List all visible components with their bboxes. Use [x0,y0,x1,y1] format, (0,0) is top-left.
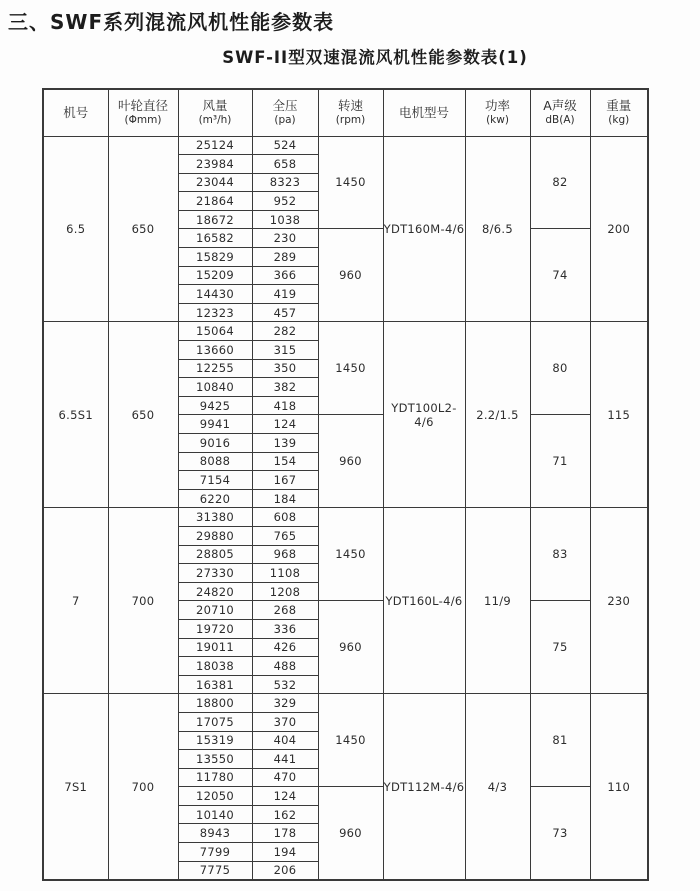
cell-weight: 110 [590,694,648,880]
cell-flow: 31380 [178,508,252,527]
header-cell-diameter [108,89,178,136]
cell-motor: YDT112M-4/6 [383,694,465,880]
cell-pressure: 206 [252,861,318,880]
cell-flow: 14430 [178,285,252,304]
cell-model: 7 [43,508,108,694]
cell-pressure: 532 [252,675,318,694]
cell-pressure: 366 [252,266,318,285]
page-title: 三、SWF系列混流风机性能参数表 [8,10,335,34]
cell-pressure: 329 [252,694,318,713]
header-unit: (kg) [608,114,630,126]
page-subtitle: SWF-II型双速混流风机性能参数表(1) [222,48,528,67]
cell-flow: 17075 [178,712,252,731]
cell-pressure: 370 [252,712,318,731]
cell-pressure: 282 [252,322,318,341]
cell-pressure: 457 [252,303,318,322]
cell-pressure: 441 [252,750,318,769]
header-cell-pressure [252,89,318,136]
cell-flow: 23044 [178,173,252,192]
cell-pressure: 382 [252,378,318,397]
cell-flow: 7154 [178,471,252,490]
cell-speed: 1450 [318,136,383,229]
cell-speed: 960 [318,787,383,880]
cell-pressure: 162 [252,805,318,824]
cell-weight: 200 [590,136,648,322]
header-label: 叶轮直径 [117,98,168,114]
cell-pressure: 194 [252,843,318,862]
cell-noise: 75 [530,601,590,694]
cell-pressure: 268 [252,601,318,620]
header-unit: dB(A) [545,114,575,126]
cell-pressure: 1108 [252,564,318,583]
cell-speed: 1450 [318,694,383,787]
cell-flow: 6220 [178,489,252,508]
cell-pressure: 419 [252,285,318,304]
header-cell-power [465,89,530,136]
header-label: 全压 [272,98,298,114]
header-unit: (m³/h) [198,114,232,126]
cell-pressure: 336 [252,619,318,638]
cell-power: 2.2/1.5 [465,322,530,508]
cell-flow: 27330 [178,564,252,583]
cell-weight: 230 [590,508,648,694]
cell-flow: 9016 [178,434,252,453]
cell-pressure: 470 [252,768,318,787]
header-label: 功率 [484,98,510,114]
cell-flow: 23984 [178,155,252,174]
cell-flow: 15064 [178,322,252,341]
cell-flow: 16381 [178,675,252,694]
header-unit: (Φmm) [124,114,162,126]
cell-flow: 8943 [178,824,252,843]
cell-flow: 9941 [178,415,252,434]
header-unit: (pa) [274,114,296,126]
header-cell-model [43,89,108,136]
cell-pressure: 418 [252,396,318,415]
cell-flow: 24820 [178,582,252,601]
header-label: 风量 [202,98,228,114]
cell-model: 6.5S1 [43,322,108,508]
cell-flow: 18800 [178,694,252,713]
cell-flow: 18038 [178,657,252,676]
cell-noise: 81 [530,694,590,787]
cell-speed: 960 [318,229,383,322]
header-row [43,89,648,136]
table-row [43,508,648,527]
cell-flow: 12255 [178,359,252,378]
cell-pressure: 524 [252,136,318,155]
cell-flow: 10140 [178,805,252,824]
cell-flow: 16582 [178,229,252,248]
cell-flow: 19720 [178,619,252,638]
cell-flow: 9425 [178,396,252,415]
header-cell-weight [590,89,648,136]
cell-pressure: 426 [252,638,318,657]
cell-noise: 74 [530,229,590,322]
cell-pressure: 608 [252,508,318,527]
cell-flow: 7799 [178,843,252,862]
cell-weight: 115 [590,322,648,508]
cell-flow: 7775 [178,861,252,880]
header-label: A声级 [543,98,577,114]
spec-table [42,88,649,881]
cell-noise: 80 [530,322,590,415]
cell-noise: 73 [530,787,590,880]
cell-pressure: 968 [252,545,318,564]
cell-model: 7S1 [43,694,108,880]
header-unit: (kw) [486,114,509,126]
cell-motor: YDT100L2-4/6 [383,322,465,508]
cell-flow: 15829 [178,248,252,267]
cell-pressure: 167 [252,471,318,490]
cell-pressure: 230 [252,229,318,248]
cell-flow: 15209 [178,266,252,285]
cell-pressure: 124 [252,787,318,806]
cell-pressure: 1038 [252,210,318,229]
table-row [43,136,648,155]
cell-pressure: 952 [252,192,318,211]
cell-flow: 11780 [178,768,252,787]
cell-power: 4/3 [465,694,530,880]
table-row [43,322,648,341]
cell-motor: YDT160L-4/6 [383,508,465,694]
cell-flow: 10840 [178,378,252,397]
cell-diameter: 650 [108,322,178,508]
cell-power: 8/6.5 [465,136,530,322]
cell-flow: 8088 [178,452,252,471]
cell-flow: 29880 [178,526,252,545]
cell-speed: 1450 [318,508,383,601]
header-cell-flow [178,89,252,136]
cell-flow: 13660 [178,341,252,360]
cell-speed: 960 [318,601,383,694]
cell-flow: 13550 [178,750,252,769]
cell-pressure: 488 [252,657,318,676]
cell-pressure: 658 [252,155,318,174]
cell-noise: 82 [530,136,590,229]
header-label: 重量 [606,98,632,114]
header-cell-speed [318,89,383,136]
cell-flow: 20710 [178,601,252,620]
cell-pressure: 289 [252,248,318,267]
table-row [43,694,648,713]
header-label: 电机型号 [398,104,449,120]
cell-pressure: 178 [252,824,318,843]
cell-pressure: 124 [252,415,318,434]
cell-pressure: 315 [252,341,318,360]
cell-flow: 28805 [178,545,252,564]
cell-flow: 12323 [178,303,252,322]
cell-speed: 960 [318,415,383,508]
cell-noise: 83 [530,508,590,601]
cell-flow: 25124 [178,136,252,155]
cell-pressure: 350 [252,359,318,378]
cell-model: 6.5 [43,136,108,322]
cell-diameter: 700 [108,694,178,880]
cell-speed: 1450 [318,322,383,415]
cell-flow: 19011 [178,638,252,657]
cell-flow: 21864 [178,192,252,211]
cell-flow: 18672 [178,210,252,229]
cell-pressure: 184 [252,489,318,508]
header-unit: (rpm) [335,114,366,126]
cell-power: 11/9 [465,508,530,694]
cell-motor: YDT160M-4/6 [383,136,465,322]
cell-diameter: 700 [108,508,178,694]
header-label: 转速 [337,98,363,114]
cell-pressure: 404 [252,731,318,750]
cell-pressure: 154 [252,452,318,471]
cell-pressure: 1208 [252,582,318,601]
header-cell-noise [530,89,590,136]
header-label: 机号 [63,104,89,120]
cell-pressure: 765 [252,526,318,545]
cell-diameter: 650 [108,136,178,322]
cell-noise: 71 [530,415,590,508]
spec-table-body [43,136,648,880]
cell-flow: 15319 [178,731,252,750]
cell-flow: 12050 [178,787,252,806]
header-cell-motor [383,89,465,136]
cell-pressure: 139 [252,434,318,453]
cell-pressure: 8323 [252,173,318,192]
